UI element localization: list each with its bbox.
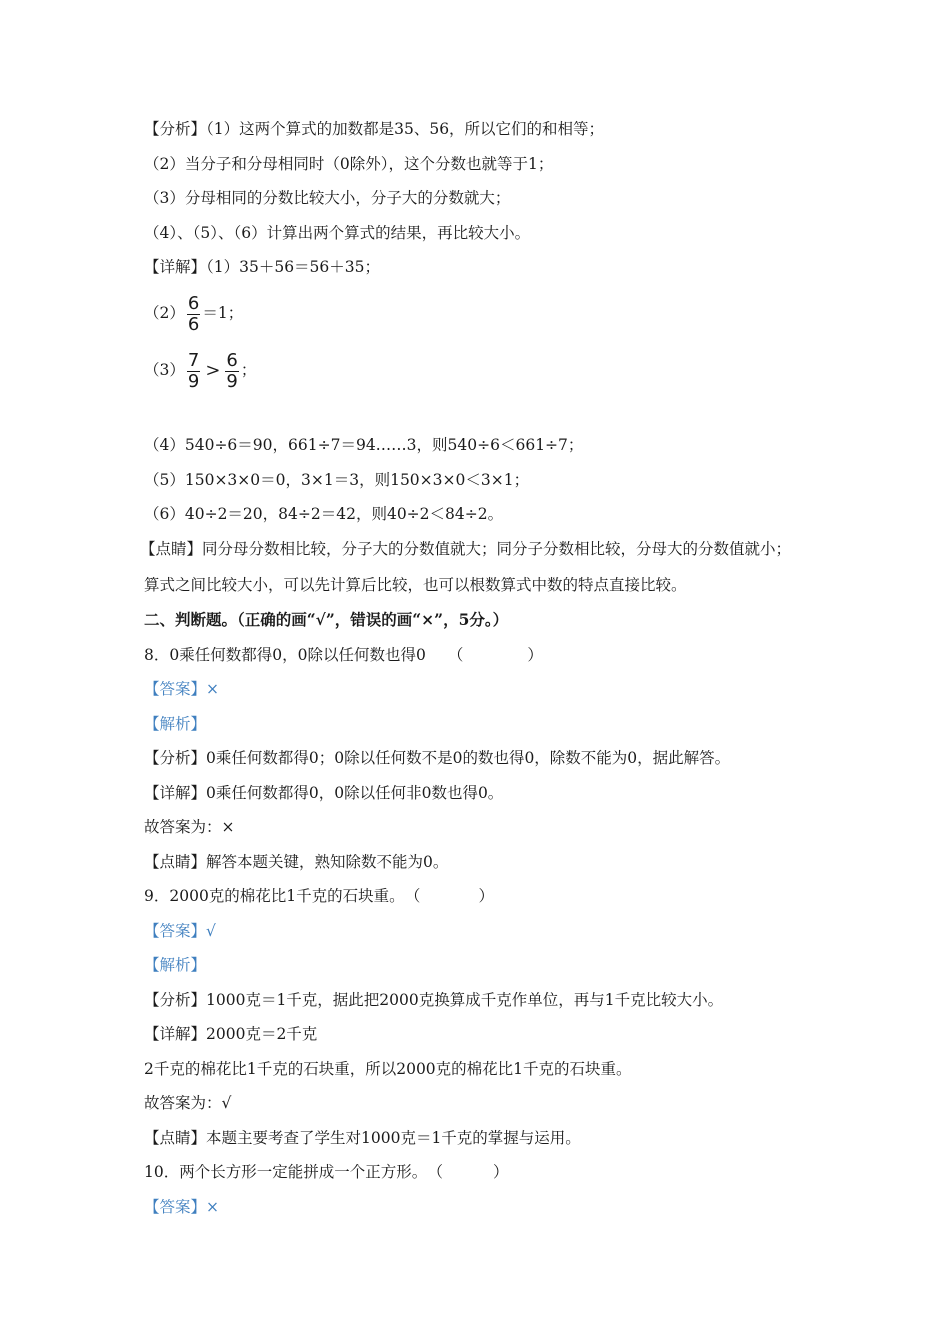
analysis-line-2: （2）当分子和分母相同时（0除外），这个分数也就等于1；: [144, 155, 554, 173]
question-10: [144, 1161, 509, 1183]
q10-answer: 【答案】×: [144, 1198, 219, 1216]
q8-jiexi-label: 【解析】: [144, 715, 207, 733]
tip-line-1: 【点睛】同分母分数相比较，分子大的分数值就大；同分子分数相比较，分母大的分数值就小；: [140, 540, 792, 558]
detail-line-5: （5）150×3×0＝0，3×1＝3，则150×3×0＜3×1；: [144, 471, 530, 489]
detail-line-4: （4）540÷6＝90，661÷7＝94……3，则540÷6＜661÷7；: [144, 436, 584, 454]
q9-detail: 【详解】2000克＝2千克: [144, 1025, 318, 1043]
detail-item-2-prefix: （2）: [144, 304, 185, 322]
fraction-6-6: [187, 294, 200, 335]
q9-tip: 【点睛】本题主要考查了学生对1000克＝1千克的掌握与运用。: [144, 1129, 581, 1147]
q9-jiexi-label: 【解析】: [144, 956, 207, 974]
fraction-6-9: [225, 351, 238, 392]
question-8-text: 8．0乘任何数都得0，0除以任何数也得0: [144, 646, 426, 664]
question-9: [144, 885, 494, 907]
detail-item-2: [144, 291, 243, 335]
section-title: 二、判断题。（正确的画“√”，错误的画“×”，5分。）: [144, 610, 509, 629]
answer-blank-open: （: [435, 1163, 443, 1181]
detail-item-3: [144, 348, 256, 393]
detail-line-1: 【详解】（1）35＋56＝56＋35；: [144, 258, 381, 276]
q8-tip: 【点睛】解答本题关键，熟知除数不能为0。: [144, 853, 449, 871]
q8-detail: 【详解】0乘任何数都得0，0除以任何非0数也得0。: [144, 784, 504, 802]
answer-blank-open: （: [447, 646, 464, 664]
q8-analysis: 【分析】0乘任何数都得0；0除以任何数不是0的数也得0，除数不能为0，据此解答。: [144, 749, 731, 767]
detail-item-2-suffix: ＝1；: [202, 304, 244, 322]
q9-detail-2: 2千克的棉花比1千克的石块重，所以2000克的棉花比1千克的石块重。: [144, 1060, 632, 1078]
greater-than-sign: >: [205, 360, 221, 381]
answer-blank-close: ）: [478, 887, 494, 905]
detail-item-3-suffix: ；: [240, 361, 257, 379]
answer-blank-close: ）: [527, 646, 543, 664]
question-10-text: 10．两个长方形一定能拼成一个正方形。: [144, 1163, 428, 1181]
question-8: [144, 644, 543, 666]
answer-blank-close: ）: [493, 1163, 509, 1181]
fraction-numerator: 7: [187, 349, 200, 371]
fraction-7-9: [187, 351, 200, 392]
fraction-denominator: 6: [187, 313, 200, 335]
q8-conclusion: 故答案为：×: [144, 818, 235, 836]
fraction-numerator: 6: [187, 292, 200, 314]
fraction-denominator: 9: [226, 370, 238, 392]
fraction-numerator: 6: [226, 349, 238, 371]
analysis-line-4: （4）、（5）、（6）计算出两个算式的结果，再比较大小。: [144, 224, 531, 242]
detail-item-3-prefix: （3）: [144, 361, 185, 379]
q9-answer: 【答案】√: [144, 922, 216, 940]
tip-line-2: 算式之间比较大小，可以先计算后比较，也可以根数算式中数的特点直接比较。: [144, 576, 687, 594]
detail-line-6: （6）40÷2＝20，84÷2＝42，则40÷2＜84÷2。: [144, 505, 504, 523]
analysis-line-1: 【分析】（1）这两个算式的加数都是35、56，所以它们的和相等；: [144, 120, 605, 138]
question-9-text: 9．2000克的棉花比1千克的石块重。: [144, 887, 405, 905]
analysis-line-3: （3）分母相同的分数比较大小，分子大的分数就大；: [144, 189, 511, 207]
fraction-denominator: 9: [187, 370, 200, 392]
q9-analysis: 【分析】1000克＝1千克，据此把2000克换算成千克作单位，再与1千克比较大小。: [144, 991, 724, 1009]
q9-conclusion: 故答案为：√: [144, 1094, 232, 1112]
q8-answer: 【答案】×: [144, 680, 219, 698]
answer-blank-open: （: [412, 887, 421, 905]
